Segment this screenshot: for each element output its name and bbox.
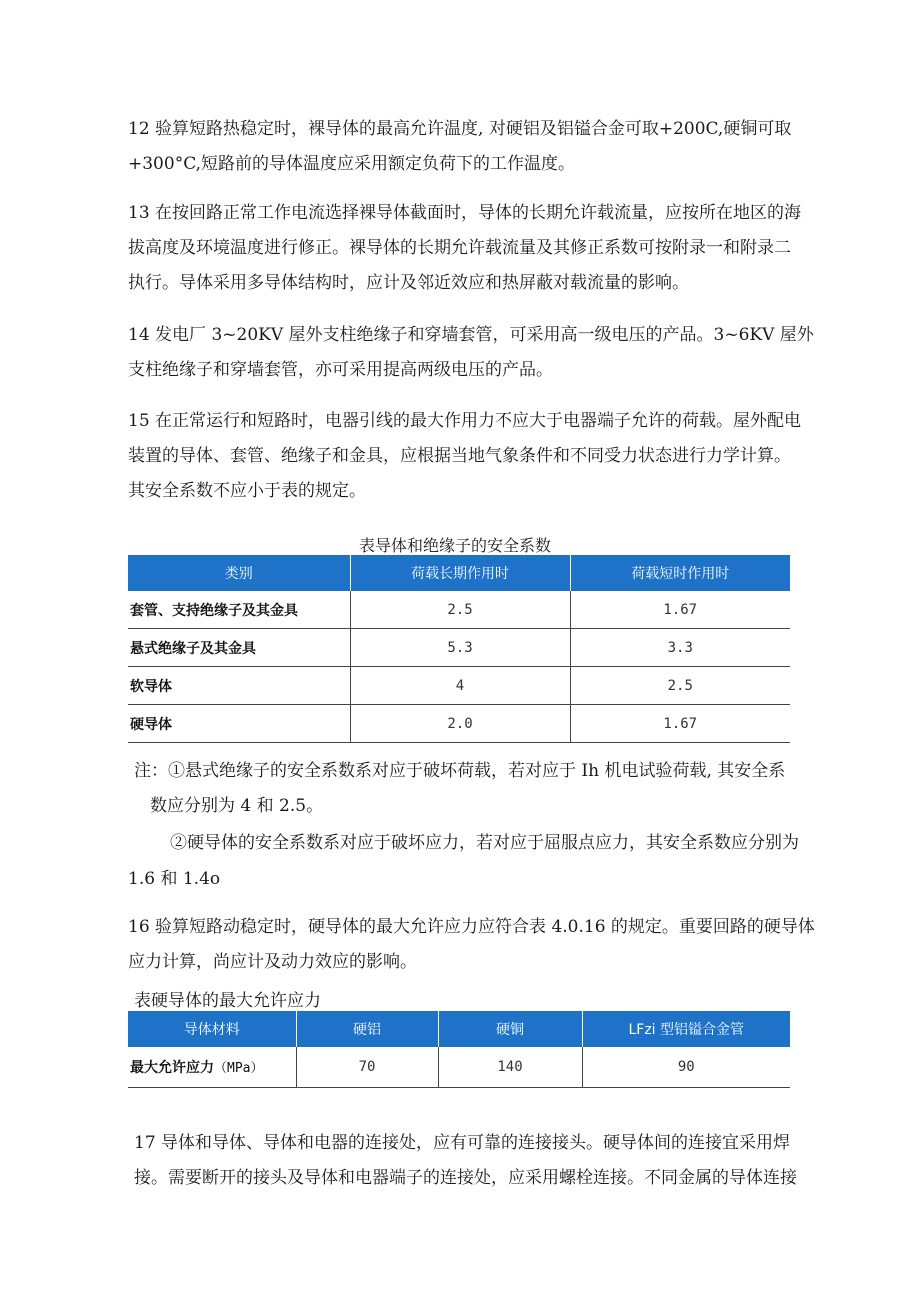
table1-caption: 表导体和绝缘子的安全系数 bbox=[359, 536, 552, 555]
table-cell: 2.5 bbox=[570, 667, 790, 705]
paragraph-14 bbox=[128, 318, 814, 388]
table-row bbox=[128, 591, 790, 629]
row-label bbox=[128, 1047, 296, 1088]
table-header-row bbox=[128, 555, 790, 591]
paragraph-line: 14 发电厂 3~20KV 屋外支柱绝缘子和穿墙套管，可采用高一级电压的产品。3~6KV 屋外 bbox=[128, 325, 814, 345]
table-cell: 5.3 bbox=[350, 629, 570, 667]
table-row bbox=[128, 1047, 790, 1088]
table-cell: 140 bbox=[438, 1047, 582, 1088]
paragraph-line: 支柱绝缘子和穿墙套管，亦可采用提高两级电压的产品。 bbox=[128, 360, 553, 380]
row-label: 套管、支持绝缘子及其金具 bbox=[128, 591, 350, 629]
table-cell: 1.67 bbox=[570, 591, 790, 629]
table-cell: 1.67 bbox=[570, 705, 790, 743]
paragraph-13 bbox=[128, 196, 802, 301]
table2-caption: 表硬导体的最大允许应力 bbox=[134, 991, 321, 1011]
note-2-line-2: 1.6 和 1.4o bbox=[128, 869, 221, 889]
note-2-line-1: ②硬导体的安全系数系对应于破坏应力，若对应于屈服点应力，其安全系数应分别为 bbox=[170, 833, 799, 853]
row-label: 硬导体 bbox=[128, 705, 350, 743]
table-cell: 2.0 bbox=[350, 705, 570, 743]
safety-factor-table bbox=[128, 555, 790, 743]
table-cell: 4 bbox=[350, 667, 570, 705]
table-cell: 2.5 bbox=[350, 591, 570, 629]
table-row bbox=[128, 629, 790, 667]
column-header: 荷载长期作用时 bbox=[350, 555, 570, 591]
table-cell: 90 bbox=[582, 1047, 790, 1088]
column-header: LFzi 型铝镒合金管 bbox=[582, 1011, 790, 1047]
paragraph-line: 装置的导体、套管、绝缘子和金具，应根据当地气象条件和不同受力状态进行力学计算。 bbox=[128, 446, 791, 466]
paragraph-17 bbox=[134, 1126, 797, 1196]
paragraph-line: 执行。导体采用多导体结构时，应计及邻近效应和热屏蔽对载流量的影响。 bbox=[128, 273, 689, 293]
row-label: 悬式绝缘子及其金具 bbox=[128, 629, 350, 667]
column-header: 硬铝 bbox=[296, 1011, 438, 1047]
paragraph-12 bbox=[128, 112, 792, 182]
paragraph-line: 接。需要断开的接头及导体和电器端子的连接处，应采用螺栓连接。不同金属的导体连接 bbox=[134, 1168, 797, 1188]
paragraph-line: 应力计算，尚应计及动力效应的影响。 bbox=[128, 952, 417, 972]
paragraph-line: 其安全系数不应小于表的规定。 bbox=[128, 481, 366, 501]
column-header: 荷载短时作用时 bbox=[570, 555, 790, 591]
column-header: 类别 bbox=[128, 555, 350, 591]
row-label-unit: （MPa） bbox=[214, 1061, 264, 1076]
row-label: 软导体 bbox=[128, 667, 350, 705]
max-stress-table bbox=[128, 1011, 790, 1088]
paragraph-line: +300°C,短路前的导体温度应采用额定负荷下的工作温度。 bbox=[128, 154, 575, 174]
paragraph-line: 17 导体和导体、导体和电器的连接处，应有可靠的连接接头。硬导体间的连接宜采用焊 bbox=[134, 1133, 791, 1153]
table-cell: 70 bbox=[296, 1047, 438, 1088]
column-header: 硬铜 bbox=[438, 1011, 582, 1047]
paragraph-line: 12 验算短路热稳定时，裸导体的最高允许温度, 对硬铝及铝镒合金可取+200C,硬铜可取 bbox=[128, 119, 792, 139]
paragraph-line: 15 在正常运行和短路时，电器引线的最大作用力不应大于电器端子允许的荷载。屋外配电 bbox=[128, 411, 802, 431]
table-header-row bbox=[128, 1011, 790, 1047]
note-1-line-1: 注：①悬式绝缘子的安全系数系对应于破坏荷载，若对应于 Ih 机电试验荷载, 其安全系 bbox=[134, 761, 786, 781]
table-cell: 3.3 bbox=[570, 629, 790, 667]
table-row bbox=[128, 667, 790, 705]
paragraph-line: 13 在按回路正常工作电流选择裸导体截面时，导体的长期允许载流量，应按所在地区的海 bbox=[128, 203, 802, 223]
paragraph-15 bbox=[128, 404, 802, 509]
row-label-text: 最大允许应力 bbox=[130, 1060, 214, 1076]
column-header: 导体材料 bbox=[128, 1011, 296, 1047]
paragraph-line: 拔高度及环境温度进行修正。裸导体的长期允许载流量及其修正系数可按附录一和附录二 bbox=[128, 238, 791, 258]
paragraph-line: 16 验算短路动稳定时，硬导体的最大允许应力应符合表 4.0.16 的规定。重要回路的硬导体 bbox=[128, 917, 815, 937]
table-row bbox=[128, 705, 790, 743]
note-1-line-2: 数应分别为 4 和 2.5。 bbox=[150, 796, 324, 816]
paragraph-16 bbox=[128, 910, 815, 980]
